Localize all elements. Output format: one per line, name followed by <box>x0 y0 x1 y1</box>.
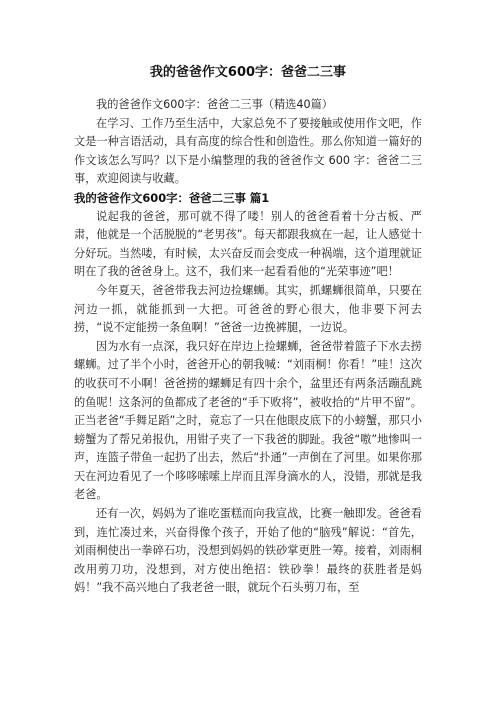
document-page <box>74 64 422 598</box>
intro-paragraph: 在学习、工作乃至生活中，大家总免不了要接触或使用作文吧，作文是一种言语活动，具有高度的综合性和创造性。那么你知道一篇好的作文该怎么写吗？以下是小编整理的我的爸爸作文 600 字：爸爸二三事，欢迎阅读与收藏。 <box>74 116 422 186</box>
document-title: 我的爸爸作文600字：爸爸二三事 <box>149 65 347 80</box>
section-heading: 我的爸爸作文600字：爸爸二三事 篇1 <box>74 190 270 205</box>
body-paragraph-3: 因为水有一点深，我只好在岸边上捡螺蛳，爸爸带着篮子下水去捞螺蛳。过了半个小时，爸爸开心的朝我喊：“刘雨桐！你看！”哇！这次的收获可不小啊！爸爸捞的螺蛳足有四十余个，盆里还有两条活蹦乱跳的鱼呢！这条河的鱼都成了老爸的“手下败将”，被收拾的“片甲不留”。正当老爸“手舞足蹈”之时，竟忘了一只在他眼皮底下的小螃蟹，那只小螃蟹为了帮兄弟报仇，用钳子夹了一下我爸的脚趾。我爸“嗷”地惨叫一声，连篮子带鱼一起扔了出去，然后“扑通”一声倒在了河里。如果你那天在河边看见了一个哆哆嗦嗦上岸而且浑身滴水的人，没错，那就是我老爸。 <box>74 339 422 502</box>
body-paragraph-1: 说起我的爸爸，那可就不得了喽！别人的爸爸看着十分古板、严肃，他就是一个活脱脱的“老男孩”。每天都跟我疯在一起，让人感觉十分好玩。当然喽，有时候，太兴奋反而会变成一种祸端，这个道理就证明在了我的爸爸身上。这不，我们来一起看看他的“光荣事迹”吧！ <box>74 209 422 279</box>
body-paragraph-2: 今年夏天，爸爸带我去河边捡螺蛳。其实，抓螺蛳很简单，只要在河边一抓，就能抓到一大把。可爸爸的野心很大，他非要下河去捞，“说不定能捞一条鱼啊！”爸爸一边挽裤腿，一边说。 <box>74 283 422 335</box>
intro-subtitle: 我的爸爸作文600字：爸爸二三事（精选40篇） <box>96 98 333 111</box>
body-paragraph-4: 还有一次，妈妈为了谁吃蛋糕而向我宣战，比赛一触即发。爸爸看到，连忙凑过来，兴奋得像个孩子，开始了他的“脑残”解说：“首先，刘雨桐使出一拳碎石功，没想到妈妈的铁砂掌更胜一筹。接着，刘雨桐改用剪刀功，没想到，对方使出绝招：铁砂拳！最终的获胜者是妈妈！”我不高兴地白了我老爸一眼，就玩个石头剪刀布，至 <box>74 507 422 595</box>
